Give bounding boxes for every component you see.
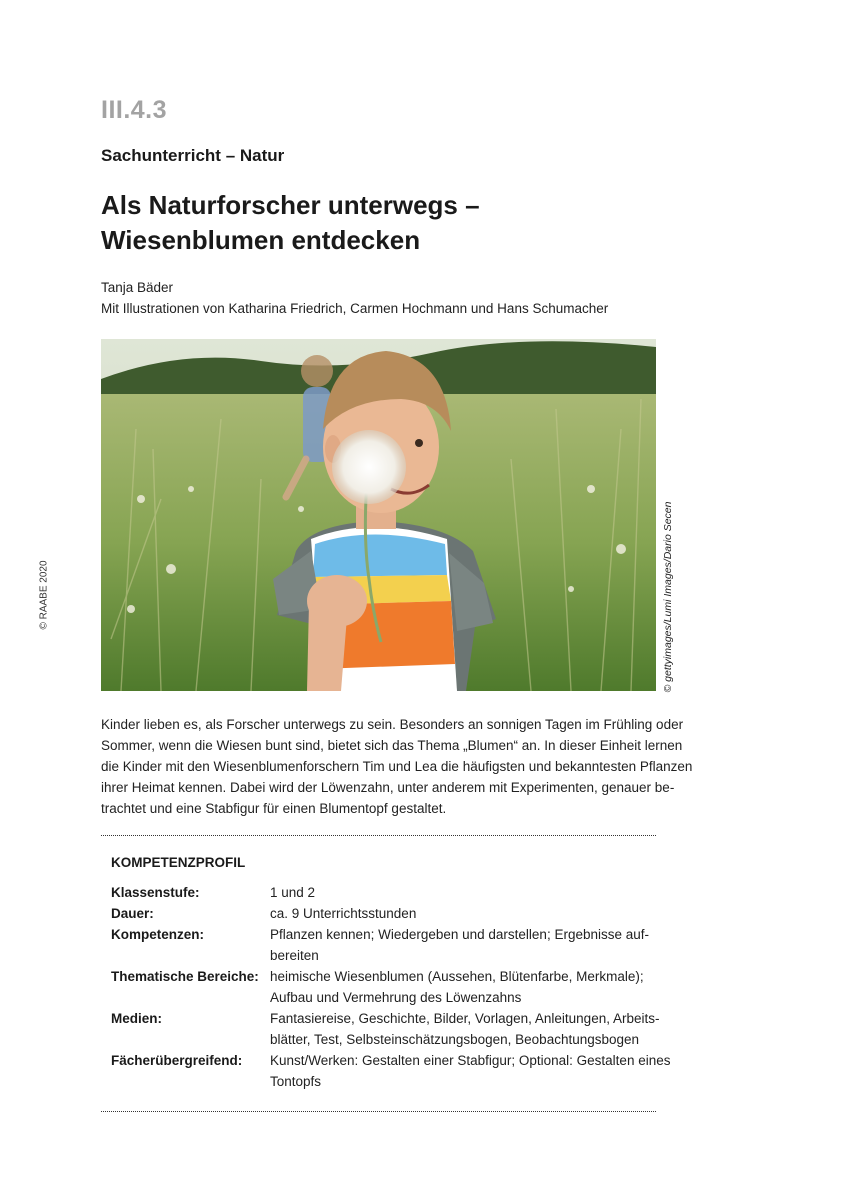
profile-value-line: Aufbau und Vermehrung des Löwenzahns: [270, 990, 522, 1005]
profile-value-line: Pflanzen kennen; Wiedergeben und darstellen; Ergebnisse auf-: [270, 927, 649, 942]
profile-value-line: 1 und 2: [270, 885, 316, 900]
illustrators: Mit Illustrationen von Katharina Friedrich, Carmen Hochmann und Hans Schumacher: [101, 301, 609, 316]
profile-label: Dauer:: [111, 906, 154, 921]
profile-label: Medien:: [111, 1011, 163, 1026]
side-copyright: © RAABE 2020: [38, 560, 50, 630]
author: Tanja Bäder: [101, 280, 174, 295]
dotted-divider-bottom: [101, 1111, 656, 1112]
profile-label: Thematische Bereiche:: [111, 969, 259, 984]
profile-value-line: blätter, Test, Selbsteinschätzungsbogen, Beobachtungsbogen: [270, 1032, 640, 1047]
intro-line: Kinder lieben es, als Forscher unterwegs zu sein. Besonders an sonnigen Tagen im Frühling oder: [101, 717, 684, 732]
dotted-divider-top: [101, 835, 656, 836]
profile-value-line: ca. 9 Unterrichtsstunden: [270, 906, 417, 921]
profile-value: [270, 903, 665, 924]
section-code: III.4.3: [101, 96, 168, 124]
cover-photo: [101, 339, 656, 691]
profile-value-line: heimische Wiesenblumen (Aussehen, Blütenfarbe, Merkmale);: [270, 969, 644, 984]
profile-label: Fächerübergreifend:: [111, 1053, 243, 1068]
profile-value: [270, 966, 665, 1008]
profile-value: [270, 924, 665, 966]
intro-line: Sommer, wenn die Wiesen bunt sind, bietet sich das Thema „Blumen“ an. In dieser Einheit lernen: [101, 738, 683, 753]
title-line-2: Wiesenblumen entdecken: [101, 225, 421, 255]
intro-line: ihrer Heimat kennen. Dabei wird der Löwenzahn, unter anderem mit Experimenten, genauer be-: [101, 780, 675, 795]
profile-value-line: Tontopfs: [270, 1074, 322, 1089]
profile-value: [270, 1050, 671, 1092]
profile-value: [270, 1008, 665, 1050]
title-line-1: Als Naturforscher unterwegs –: [101, 190, 480, 220]
profile-value-line: Kunst/Werken: Gestalten einer Stabfigur; Optional: Gestalten eines: [270, 1053, 671, 1068]
profile-label: Kompetenzen:: [111, 927, 205, 942]
intro-paragraph: [101, 714, 693, 819]
profile-value: [270, 882, 665, 903]
profile-heading: KOMPETENZPROFIL: [111, 855, 246, 870]
profile-value-line: Fantasiereise, Geschichte, Bilder, Vorlagen, Anleitungen, Arbeits-: [270, 1011, 660, 1026]
intro-line: trachtet und eine Stabfigur für einen Blumentopf gestaltet.: [101, 801, 447, 816]
page-title: [101, 188, 701, 258]
photo-credit: © gettyimages/Lumi Images/Dario Secen: [662, 501, 674, 693]
subject-line: Sachunterricht – Natur: [101, 146, 285, 165]
profile-label: Klassenstufe:: [111, 885, 200, 900]
intro-line: die Kinder mit den Wiesenblumenforschern Tim und Lea die häufigsten und bekanntesten Pflanzen: [101, 759, 693, 774]
profile-value-line: bereiten: [270, 948, 319, 963]
